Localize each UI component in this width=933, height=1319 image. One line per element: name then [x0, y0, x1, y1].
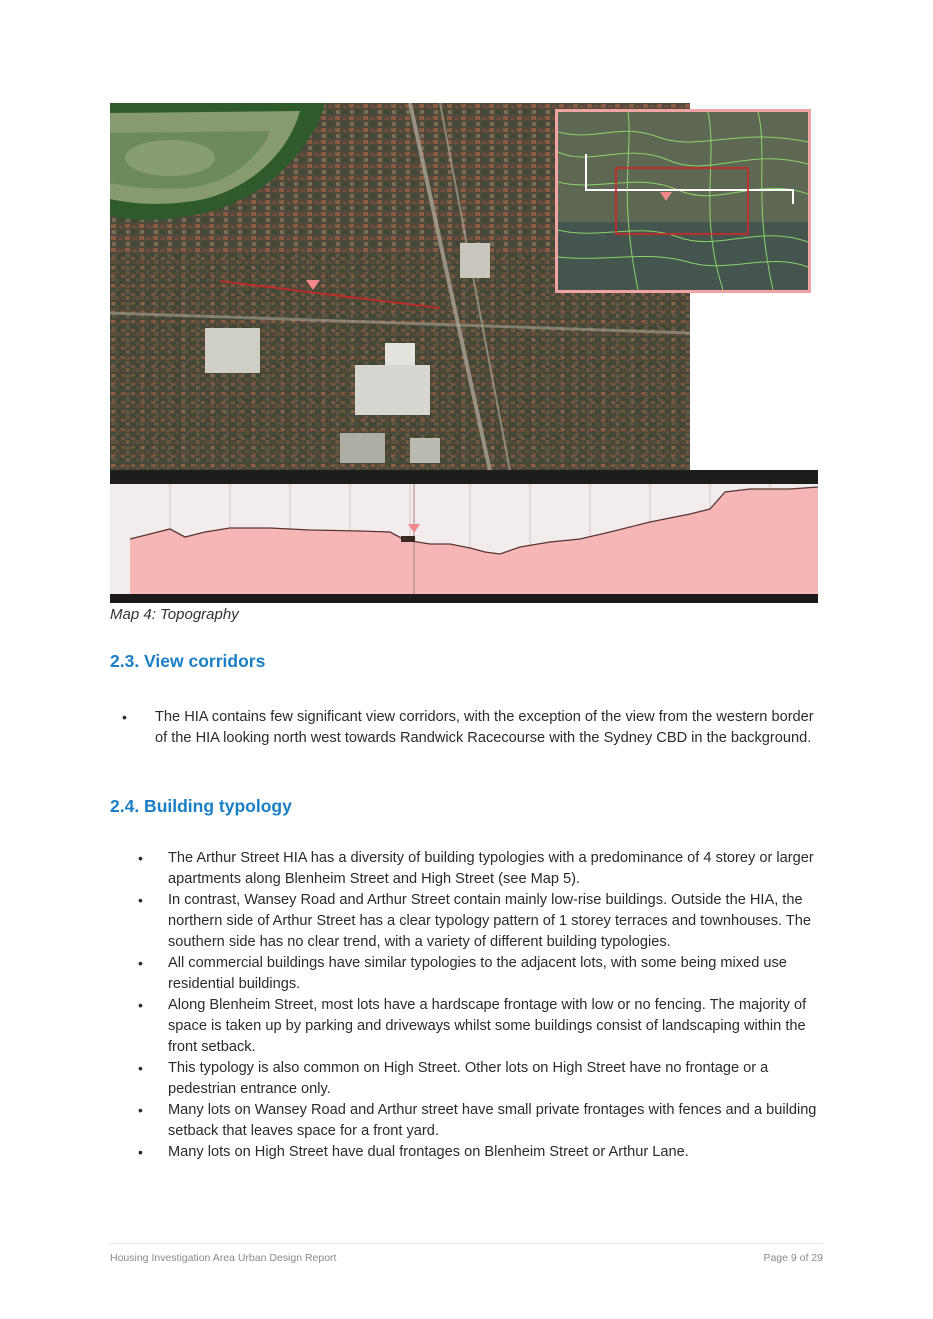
list-item-text: The Arthur Street HIA has a diversity of building typologies with a predominance of 4 storey or larger apartments along Blenheim Street and High Street (see Map 5). [168, 850, 814, 887]
bullet-icon: • [138, 1144, 143, 1160]
list-item [138, 953, 828, 995]
list-item [138, 890, 828, 953]
elevation-profile-header [110, 470, 818, 485]
bullet-icon: • [138, 850, 143, 866]
topography-figure [110, 103, 818, 603]
view-corridors-list [122, 707, 815, 749]
bullet-icon: • [138, 955, 143, 971]
list-item-text: All commercial buildings have similar typologies to the adjacent lots, with some being mixed use residential buildings. [168, 955, 787, 992]
footer-page-number: Page 9 of 29 [763, 1252, 823, 1264]
figure-caption: Map 4: Topography [110, 606, 239, 623]
building-typology-list [138, 848, 828, 1163]
footer-divider [110, 1243, 823, 1244]
footer-report-title: Housing Investigation Area Urban Design Report [110, 1252, 337, 1264]
bullet-icon: • [122, 709, 127, 725]
list-item-text: Many lots on High Street have dual frontages on Blenheim Street or Arthur Lane. [168, 1144, 689, 1160]
list-item [122, 707, 815, 749]
bullet-icon: • [138, 997, 143, 1013]
section-heading-view-corridors: 2.3. View corridors [110, 651, 266, 671]
bullet-icon: • [138, 1060, 143, 1076]
elevation-profile [110, 470, 818, 603]
elevation-profile-graph [110, 484, 818, 603]
list-item-text: This typology is also common on High Street. Other lots on High Street have no frontage or a pedestrian entrance only. [168, 1060, 769, 1097]
list-item-text: Along Blenheim Street, most lots have a hardscape frontage with low or no fencing. The majority of space is taken up by parking and driveways whilst some buildings consist of landscaping within the front setback. [168, 997, 807, 1055]
contour-lines-image [558, 112, 808, 290]
section-heading-building-typology: 2.4. Building typology [110, 796, 292, 816]
list-item [138, 995, 828, 1058]
bullet-icon: • [138, 1102, 143, 1118]
list-item-text: Many lots on Wansey Road and Arthur street have small private frontages with fences and a building setback that leaves space for a front yard. [168, 1102, 817, 1139]
list-item [138, 1058, 828, 1100]
list-item [138, 848, 828, 890]
bullet-icon: • [138, 892, 143, 908]
list-item [138, 1100, 828, 1142]
list-item-text: In contrast, Wansey Road and Arthur Street contain mainly low-rise buildings. Outside the HIA, the northern side of Arthur Street has a clear typology pattern of 1 storey terraces and townhouses. The southern side has no clear trend, with a variety of different building typologies. [168, 892, 812, 950]
contour-inset-map [555, 109, 811, 293]
list-item [138, 1142, 828, 1163]
list-item-text: The HIA contains few significant view corridors, with the exception of the view from the western border of the HIA looking north west towards Randwick Racecourse with the Sydney CBD in the background. [155, 709, 814, 746]
